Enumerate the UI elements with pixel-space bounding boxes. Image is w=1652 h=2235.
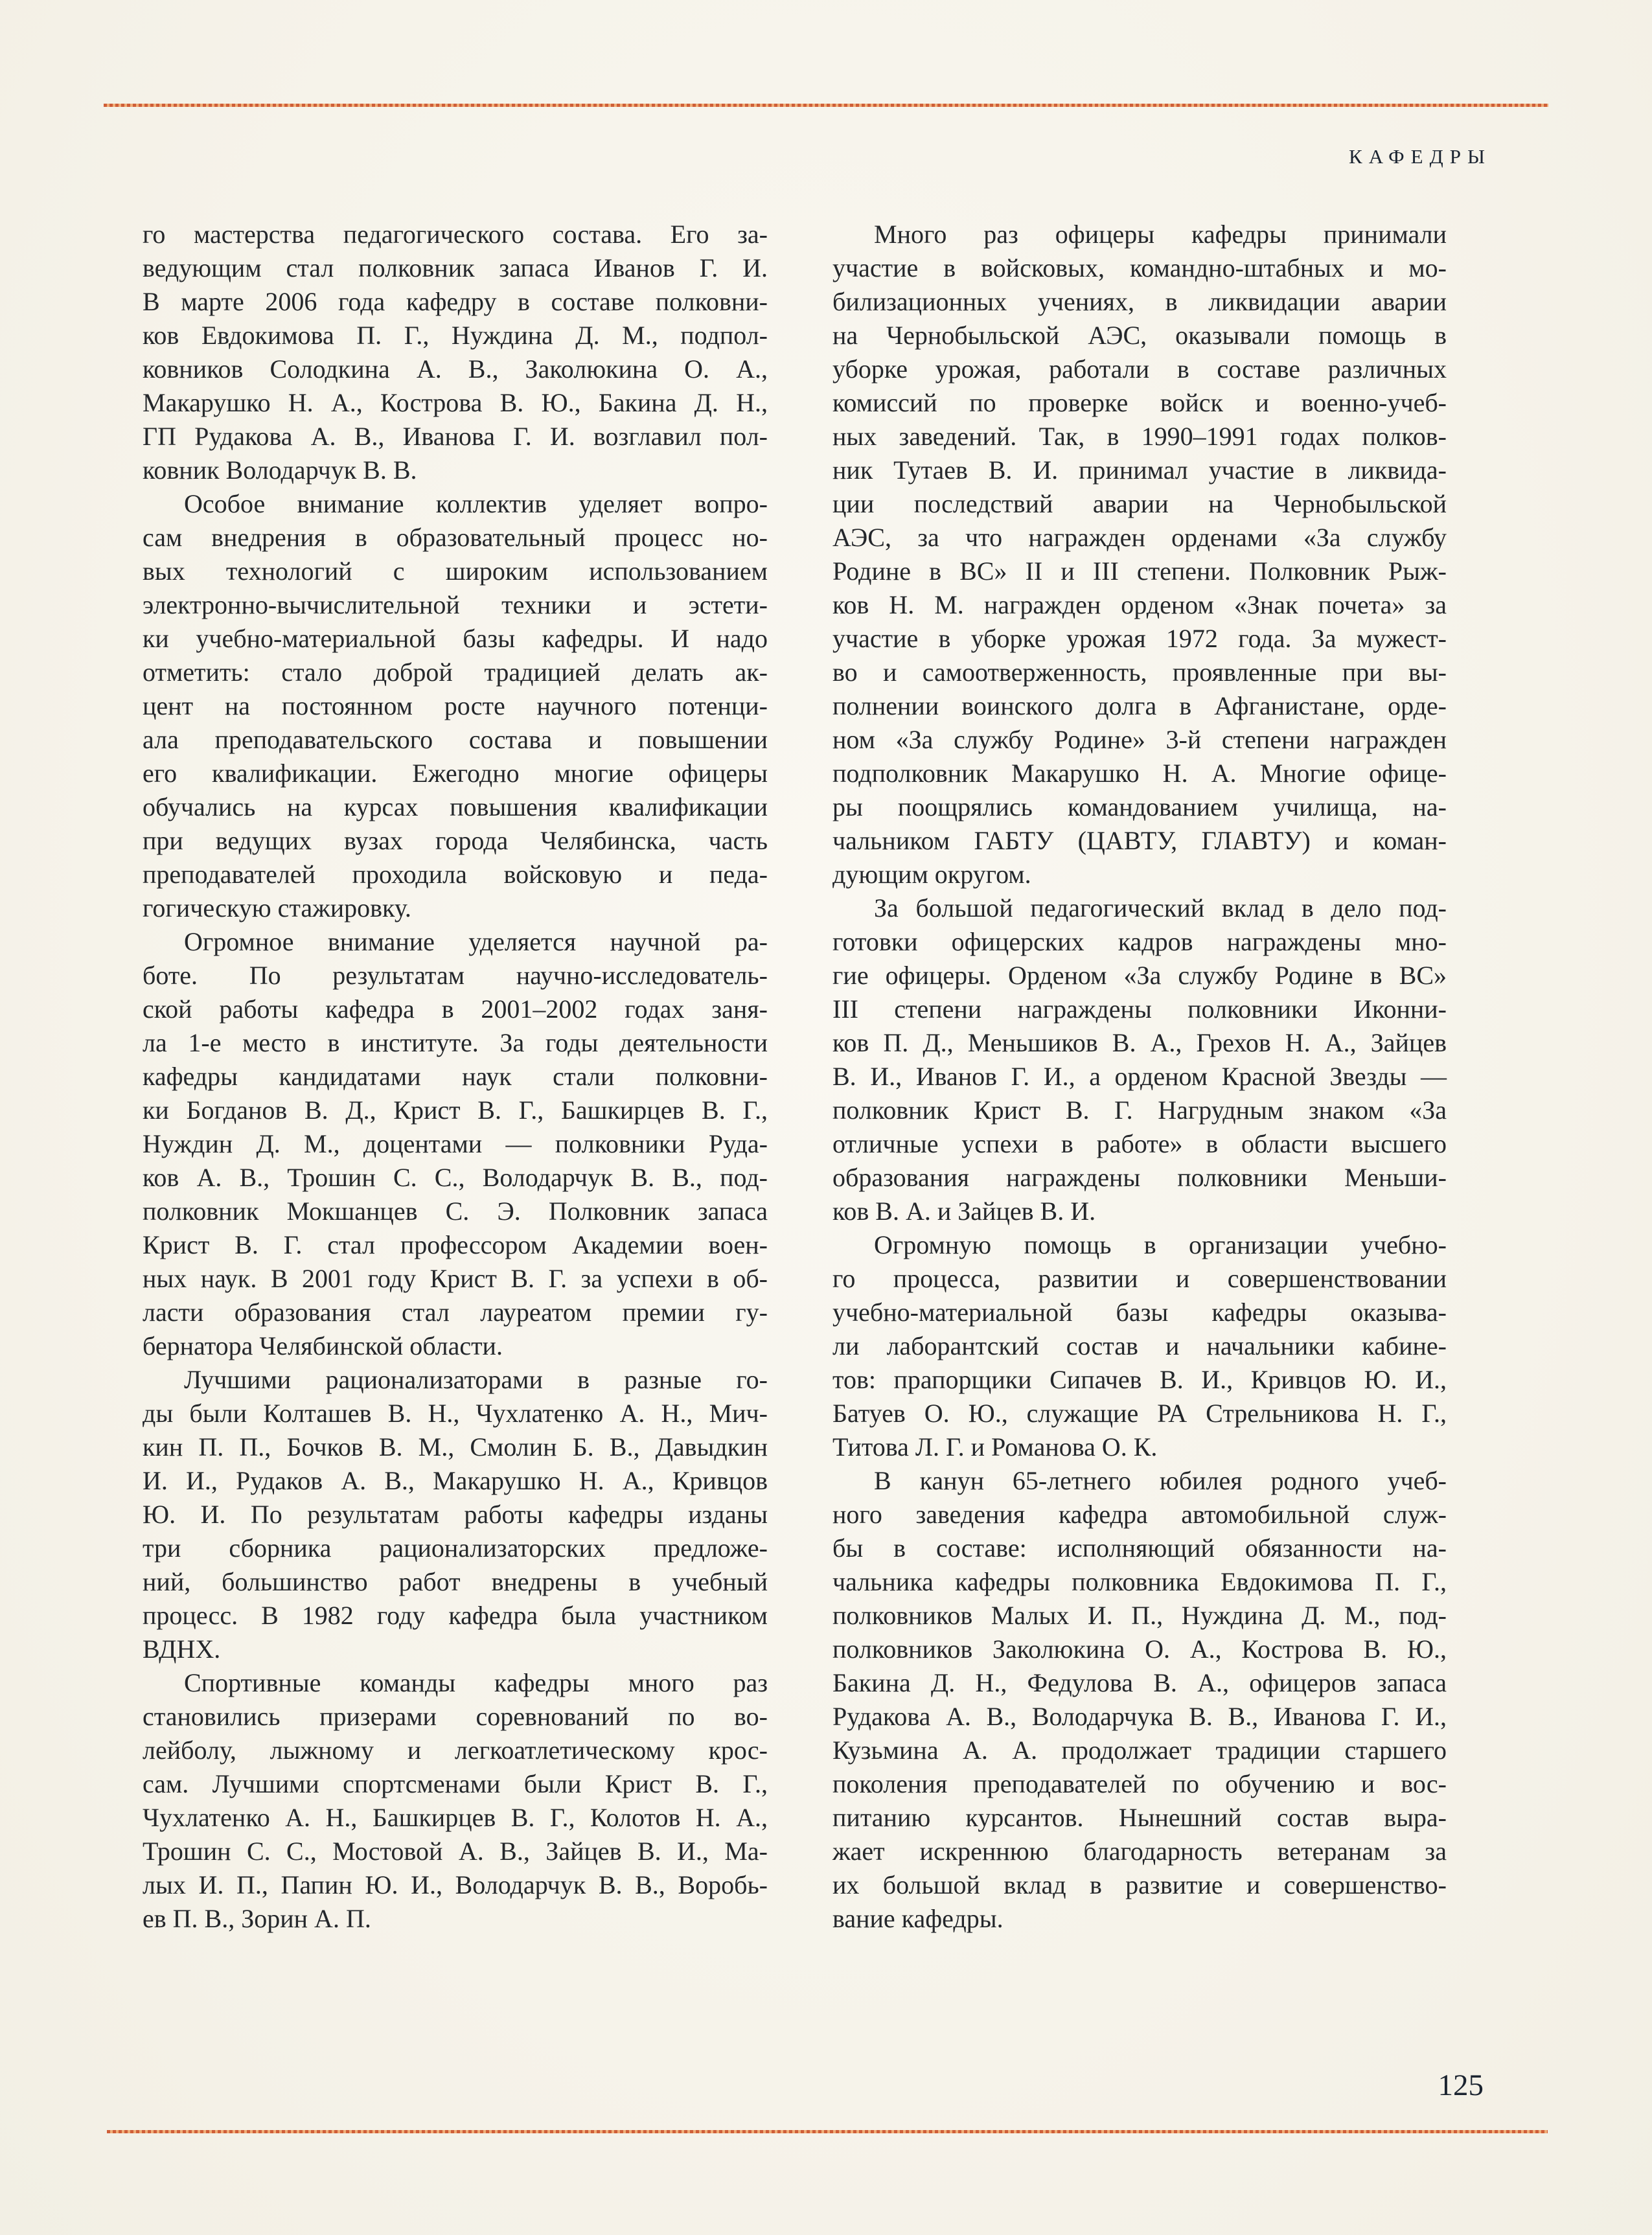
text-line: Огромную помощь в организации учебно- <box>874 1230 1447 1259</box>
text-line: ков П. Д., Меньшиков В. А., Грехов Н. А., Зайцев <box>832 1028 1447 1057</box>
paragraph <box>832 218 1447 891</box>
text-line: становились призерами соревнований по во- <box>143 1702 768 1731</box>
text-line: участие в войсковых, командно-штабных и мо- <box>832 253 1447 282</box>
text-line: ции последствий аварии на Чернобыльской <box>832 489 1447 518</box>
page-number: 125 <box>1438 2069 1484 2102</box>
text-line: бернатора Челябинской области. <box>143 1331 503 1360</box>
text-line: ного заведения кафедра автомобильной служ- <box>832 1500 1447 1529</box>
text-line: го процесса, развитии и совершенствовании <box>832 1264 1447 1293</box>
text-line: чальника кафедры полковника Евдокимова П. Г., <box>832 1567 1447 1596</box>
text-line: В марте 2006 года кафедру в составе полковни- <box>143 287 768 316</box>
text-line: преподавателей проходила войсковую и педа- <box>143 860 768 889</box>
text-line: поколения преподавателей по обучению и вос- <box>832 1769 1447 1798</box>
text-line: ков Н. М. награжден орденом «Знак почета» за <box>832 590 1447 619</box>
text-line: билизационных учениях, в ликвидации аварии <box>832 287 1447 316</box>
text-line: его квалификации. Ежегодно многие офицеры <box>143 759 768 788</box>
paragraph <box>832 1228 1447 1464</box>
text-line: лых И. П., Папин Ю. И., Володарчук В. В., Воробь- <box>143 1870 768 1899</box>
text-line: ний, большинство работ внедрены в учебный <box>143 1567 768 1596</box>
text-line: Спортивные команды кафедры много раз <box>184 1668 768 1697</box>
text-line: три сборника рационализаторских предложе- <box>143 1533 768 1563</box>
text-line: ник Тутаев В. И. принимал участие в ликвида- <box>832 455 1447 485</box>
text-line: обучались на курсах повышения квалификации <box>143 792 768 821</box>
text-line: го мастерства педагогического состава. Его за- <box>143 220 768 249</box>
text-line: ды были Колташев В. Н., Чухлатенко А. Н., Мич- <box>143 1399 768 1428</box>
text-line: вание кафедры. <box>832 1904 1004 1933</box>
text-line: тов: прапорщики Сипачев В. И., Кривцов Ю. И., <box>832 1365 1447 1394</box>
text-line: при ведущих вузах города Челябинска, часть <box>143 826 768 855</box>
text-line: ласти образования стал лауреатом премии гу- <box>143 1298 768 1327</box>
text-line: во и самоотверженность, проявленные при вы- <box>832 658 1447 687</box>
text-line: сам. Лучшими спортсменами были Крист В. Г., <box>143 1769 768 1798</box>
text-line: Макарушко Н. А., Кострова В. Ю., Бакина Д. Н., <box>143 388 768 417</box>
text-line: Титова Л. Г. и Романова О. К. <box>832 1432 1158 1461</box>
text-line: Батуев О. Ю., служащие РА Стрельникова Н. Г., <box>832 1399 1447 1428</box>
text-line: участие в уборке урожая 1972 года. За мужест- <box>832 624 1447 653</box>
text-line: ли лаборантский состав и начальники кабине- <box>832 1331 1447 1360</box>
text-line: полковник Мокшанцев С. Э. Полковник запаса <box>143 1197 768 1226</box>
text-line: полковник Крист В. Г. Нагрудным знаком «За <box>832 1095 1447 1125</box>
text-line: отметить: стало доброй традицией делать ак- <box>143 658 768 687</box>
text-line: вых технологий с широким использованием <box>143 556 768 586</box>
text-line: жает искреннюю благодарность ветеранам за <box>832 1837 1447 1866</box>
paragraph <box>832 891 1447 1228</box>
text-line: Кузьмина А. А. продолжает традиции старшего <box>832 1736 1447 1765</box>
text-line: полковников Малых И. П., Нуждина Д. М., под- <box>832 1601 1447 1630</box>
text-line: бы в составе: исполняющий обязанности на- <box>832 1533 1447 1563</box>
text-line: Трошин С. С., Мостовой А. В., Зайцев В. И., Ма- <box>143 1837 768 1866</box>
text-line: учебно-материальной базы кафедры оказыва- <box>832 1298 1447 1327</box>
left-text-column <box>143 218 768 1936</box>
text-line: уборке урожая, работали в составе различных <box>832 354 1447 384</box>
bottom-ornament-rule <box>107 2130 1548 2133</box>
text-line: Ю. И. По результатам работы кафедры изданы <box>143 1500 768 1529</box>
paragraph <box>143 925 768 1363</box>
text-line: ала преподавательского состава и повышении <box>143 725 768 754</box>
text-line: АЭС, за что награжден орденами «За службу <box>832 523 1447 552</box>
text-line: на Чернобыльской АЭС, оказывали помощь в <box>832 321 1447 350</box>
text-line: ков Евдокимова П. Г., Нуждина Д. М., подпол- <box>143 321 768 350</box>
paragraph <box>143 487 768 925</box>
text-line: За большой педагогический вклад в дело под- <box>874 893 1447 923</box>
text-line: ковников Солодкина А. В., Заколюкина О. А., <box>143 354 768 384</box>
text-line: ных наук. В 2001 году Крист В. Г. за успехи в об- <box>143 1264 768 1293</box>
text-line: ведующим стал полковник запаса Иванов Г. И. <box>143 253 768 282</box>
text-line: В. И., Иванов Г. И., а орденом Красной Звезды — <box>832 1062 1447 1091</box>
text-line: их большой вклад в развитие и совершенство- <box>832 1870 1447 1899</box>
text-line: ев П. В., Зорин А. П. <box>143 1904 371 1933</box>
text-line: Лучшими рационализаторами в разные го- <box>184 1365 768 1394</box>
text-line: Рудакова А. В., Володарчука В. В., Иванова Г. И., <box>832 1702 1447 1731</box>
text-line: ном «За службу Родине» 3-й степени награжден <box>832 725 1447 754</box>
text-line: подполковник Макарушко Н. А. Многие офице- <box>832 759 1447 788</box>
text-line: гогическую стажировку. <box>143 893 411 923</box>
text-line: ры поощрялись командованием училища, на- <box>832 792 1447 821</box>
text-line: отличные успехи в работе» в области высшего <box>832 1129 1447 1158</box>
text-line: ской работы кафедра в 2001–2002 годах заня- <box>143 994 768 1024</box>
right-text-column <box>832 218 1447 1936</box>
text-line: электронно-вычислительной техники и эстети- <box>143 590 768 619</box>
text-line: ковник Володарчук В. В. <box>143 455 417 485</box>
text-line: гие офицеры. Орденом «За службу Родине в ВС» <box>832 961 1447 990</box>
text-line: Огромное внимание уделяется научной ра- <box>184 927 768 956</box>
text-line: лейболу, лыжному и легкоатлетическому крос- <box>143 1736 768 1765</box>
paragraph <box>143 1666 768 1936</box>
text-line: Много раз офицеры кафедры принимали <box>874 220 1447 249</box>
text-line: Крист В. Г. стал профессором Академии воен- <box>143 1230 768 1259</box>
text-line: боте. По результатам научно-исследователь- <box>143 961 768 990</box>
text-line: процесс. В 1982 году кафедра была участником <box>143 1601 768 1630</box>
text-line: кафедры кандидатами наук стали полковни- <box>143 1062 768 1091</box>
text-line: полковников Заколюкина О. А., Кострова В. Ю., <box>832 1634 1447 1664</box>
text-line: образования награждены полковники Меньши- <box>832 1163 1447 1192</box>
text-line: ки Богданов В. Д., Крист В. Г., Башкирцев В. Г., <box>143 1095 768 1125</box>
text-line: комиссий по проверке войск и военно-учеб- <box>832 388 1447 417</box>
text-line: питанию курсантов. Нынешний состав выра- <box>832 1803 1447 1832</box>
text-line: ков А. В., Трошин С. С., Володарчук В. В., под- <box>143 1163 768 1192</box>
text-line: дующим округом. <box>832 860 1031 889</box>
text-line: полнении воинского долга в Афганистане, орде- <box>832 691 1447 720</box>
text-line: готовки офицерских кадров награждены мно- <box>832 927 1447 956</box>
paragraph <box>143 1363 768 1666</box>
paragraph <box>832 1464 1447 1936</box>
text-line: ки учебно-материальной базы кафедры. И надо <box>143 624 768 653</box>
paragraph <box>143 218 768 487</box>
text-line: Бакина Д. Н., Федулова В. А., офицеров запаса <box>832 1668 1447 1697</box>
running-header: КАФЕДРЫ <box>1349 145 1491 168</box>
text-line: ВДНХ. <box>143 1634 221 1664</box>
text-line: Родине в ВС» II и III степени. Полковник Рыж- <box>832 556 1447 586</box>
text-line: III степени награждены полковники Иконни- <box>832 994 1447 1024</box>
top-ornament-rule <box>104 104 1548 107</box>
text-line: чальником ГАБТУ (ЦАВТУ, ГЛАВТУ) и коман- <box>832 826 1447 855</box>
text-line: цент на постоянном росте научного потенци- <box>143 691 768 720</box>
text-line: ков В. А. и Зайцев В. И. <box>832 1197 1096 1226</box>
text-line: Особое внимание коллектив уделяет вопро- <box>184 489 768 518</box>
text-line: Чухлатенко А. Н., Башкирцев В. Г., Колотов Н. А., <box>143 1803 768 1832</box>
text-line: ГП Рудакова А. В., Иванова Г. И. возглавил пол- <box>143 422 768 451</box>
text-line: Нуждин Д. М., доцентами — полковники Руда- <box>143 1129 768 1158</box>
text-line: И. И., Рудаков А. В., Макарушко Н. А., Кривцов <box>143 1466 768 1495</box>
text-line: сам внедрения в образовательный процесс но- <box>143 523 768 552</box>
text-line: ла 1-е место в институте. За годы деятельности <box>143 1028 768 1057</box>
text-line: ных заведений. Так, в 1990–1991 годах полков- <box>832 422 1447 451</box>
text-line: кин П. П., Бочков В. М., Смолин Б. В., Давыдкин <box>143 1432 768 1461</box>
text-line: В канун 65-летнего юбилея родного учеб- <box>874 1466 1447 1495</box>
